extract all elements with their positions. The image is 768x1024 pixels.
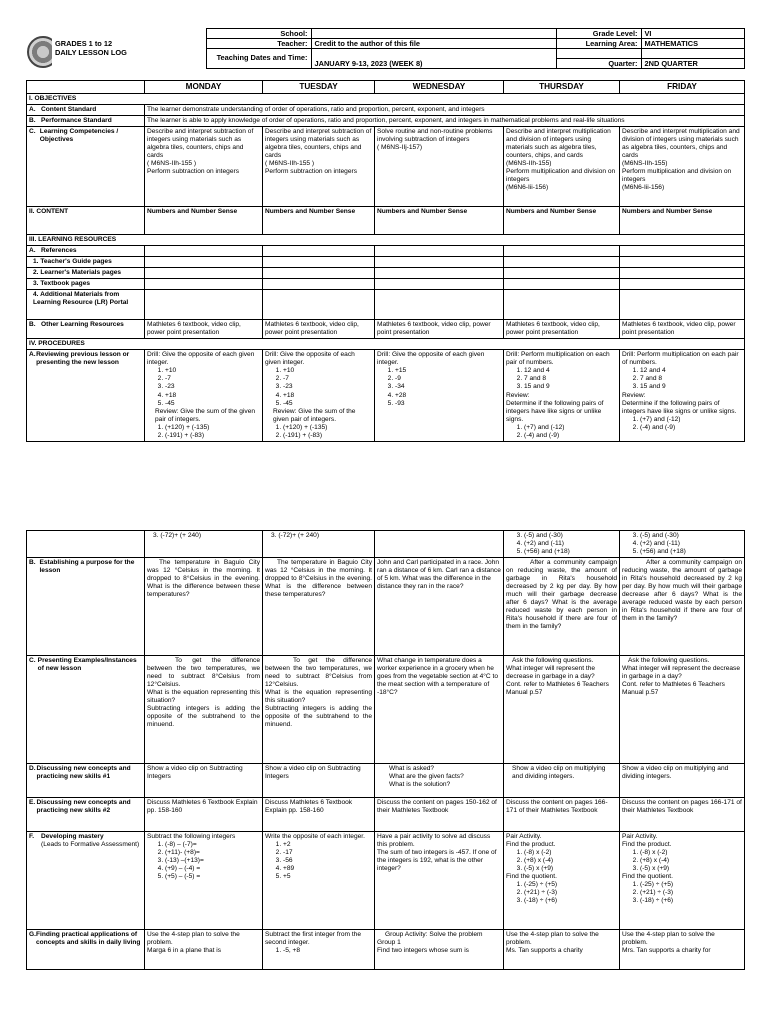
- content-wednesday: Numbers and Number Sense: [375, 207, 504, 235]
- quotient-list: [622, 881, 742, 905]
- cell: [375, 246, 504, 257]
- letter: A.: [29, 247, 36, 255]
- list-item: 1. -5, +8: [283, 947, 372, 955]
- letter: D.: [29, 765, 36, 773]
- spacer: [641, 49, 744, 59]
- drill-list: [147, 367, 260, 407]
- list-item: 4. +18: [165, 392, 260, 400]
- label: Discussing new concepts and practicing new skills #2: [36, 799, 131, 815]
- school-label: School:: [206, 29, 311, 39]
- letter: A.: [29, 106, 36, 114]
- list-item: 1. (+7) and (-12): [640, 416, 742, 424]
- teacher-label: Teacher:: [206, 39, 311, 49]
- cell: [145, 246, 263, 257]
- list-item: 4. (+9) – (-4) =: [165, 865, 260, 873]
- list-item: 1. +10: [165, 367, 260, 375]
- review-list: [506, 424, 617, 440]
- cell: [504, 257, 620, 268]
- content-monday: Numbers and Number Sense: [145, 207, 263, 235]
- cell: [620, 290, 745, 320]
- drill-text: Drill: Perform multiplication on each pair of numbers.: [622, 351, 739, 367]
- day-thursday: THURSDAY: [504, 81, 620, 94]
- label: Learning Competencies / Objectives: [39, 128, 119, 144]
- mastery-list: [265, 841, 372, 881]
- review-friday: [620, 350, 745, 441]
- label: Content Standard: [41, 106, 97, 114]
- competency-tuesday: Describe and interpret subtraction of integers using materials such as algebra tiles, counters, chips and cards ( M6NS-IIh-155 ) Perform subtraction on integers: [263, 127, 375, 207]
- school-value: [311, 29, 556, 39]
- cont-tuesday: 3. (-72)+ (+ 240): [263, 531, 375, 558]
- list-item: 3. (-5) x (+9): [640, 865, 742, 873]
- label: References: [41, 247, 77, 255]
- list-item: 3. (-5) and (-30): [640, 532, 742, 540]
- mastery-tuesday: [263, 832, 375, 930]
- drill-list: [622, 367, 742, 391]
- row-label-reviewing: [27, 350, 145, 441]
- row-label-competencies: [27, 127, 145, 207]
- row-label-discussing-2: [27, 798, 145, 832]
- product-list: [506, 849, 617, 873]
- cell: [504, 290, 620, 320]
- list-item: 3. -23: [283, 383, 372, 391]
- dll-grid-page-2: [26, 530, 745, 970]
- competency-wednesday: Solve routine and non-routine problems involving subtraction of integers ( M6NS-IIj-157): [375, 127, 504, 207]
- list-item: 2. (+8) x (-4): [640, 857, 742, 865]
- list-item: 3. (-5) x (+9): [524, 865, 617, 873]
- letter: C.: [29, 128, 36, 136]
- mastery-wednesday: Have a pair activity to solve ad discuss this problem. The sum of two integers is -457. If one of the integers is 192, what is the other integer?: [375, 832, 504, 930]
- dll-header: [26, 28, 745, 69]
- list-item: 2. (+11)- (+8)=: [165, 849, 260, 857]
- list-item: 2. (+8) x (-4): [524, 857, 617, 865]
- list-item: 5. -45: [283, 400, 372, 408]
- discussing2-wednesday: Discuss the content on pages 150-162 of their Mathletes Textbook: [375, 798, 504, 832]
- cont-list: [622, 532, 742, 556]
- row-label-other-resources: [27, 320, 145, 339]
- cell: [145, 290, 263, 320]
- row-label-practical-applications: [27, 930, 145, 970]
- drill-text: Drill: Give the opposite of each given integer.: [377, 351, 485, 367]
- review-text: Review: Give the sum of the given pair of integers.: [155, 407, 256, 423]
- list-item: 2. -17: [283, 849, 372, 857]
- quotient-intro: Find the quotient.: [622, 873, 673, 881]
- deped-seal: [26, 29, 52, 69]
- mastery-friday: [620, 832, 745, 930]
- day-friday: FRIDAY: [620, 81, 745, 94]
- sublabel: (Leads to Formative Assessment): [41, 841, 140, 849]
- cell: [145, 279, 263, 290]
- list-item: 1. (-8) x (-2): [524, 849, 617, 857]
- discussing1-tuesday: Show a video clip on Subtracting Integers: [263, 764, 375, 798]
- label: Establishing a purpose for the lesson: [39, 559, 135, 575]
- applications-tuesday: [263, 930, 375, 970]
- content-thursday: Numbers and Number Sense: [504, 207, 620, 235]
- teacher-value: Credit to the author of this file: [311, 39, 556, 49]
- purpose-thursday: After a community campaign on reducing waste, the amount of garbage in Rita's household decreased by 2 kg per day. By how much will their garbage decrease after 6 days? What is the average reduced waste by each person in Rita's household if there are four of them in the family?: [504, 558, 620, 656]
- list-item: 2. -7: [283, 375, 372, 383]
- cell: [145, 268, 263, 279]
- review-text: Review: Determine if the following pairs of integers have like signs or unlike signs.: [622, 391, 737, 415]
- row-label-additional-materials: 4. Additional Materials from Learning Resource (LR) Portal: [27, 290, 145, 320]
- list-item: 1. (-25) ÷ (+5): [524, 881, 617, 889]
- mastery-intro: Write the opposite of each integer.: [265, 833, 365, 841]
- product-list: [622, 849, 742, 873]
- presenting-friday: Ask the following questions. What integer will represent the decrease in garbage in a day? Cont. refer to Mathletes 6 Teachers Manual p.57: [620, 656, 745, 764]
- drill-list: [265, 367, 372, 407]
- discussing2-tuesday: Discuss Mathletes 6 Textbook Explain pp. 158-160: [263, 798, 375, 832]
- drill-text: Drill: Give the opposite of each given integer.: [147, 351, 255, 367]
- drill-text: Drill: Give the opposite of each given integer.: [265, 351, 355, 367]
- review-wednesday: [375, 350, 504, 441]
- performance-standard-text: The learner is able to apply knowledge of order of operations, ratio and proportion, percent, exponent, and integers in mathematical problems and real-life situations: [145, 116, 745, 127]
- list-item: 2. (-4) and (-9): [524, 432, 617, 440]
- dll-grid-page-1: [26, 80, 745, 442]
- dates-label: Teaching Dates and Time:: [206, 49, 311, 69]
- corner-cell: [27, 81, 145, 94]
- discussing2-friday: Discuss the content on pages 166-171 of their Mathletes Textbook: [620, 798, 745, 832]
- list-item: 2. (-191) + (-83): [165, 432, 260, 440]
- cell: [263, 257, 375, 268]
- list-item: 1. (-25) ÷ (+5): [640, 881, 742, 889]
- presenting-monday: To get the difference between the two temperatures, we need to subtract 8°Celsius from 12°Celsius. What is the equation representing this situation? Subtracting integers is adding the opposite of the subtrahend to the minuend.: [145, 656, 263, 764]
- cell: [263, 268, 375, 279]
- list-item: 5. (+56) and (+18): [640, 548, 742, 556]
- content-standard-text: The learner demonstrate understanding of order of operations, ratio and proportion, percent, exponent, and integers: [145, 105, 745, 116]
- section-procedures: IV. PROCEDURES: [27, 339, 745, 350]
- spacer: [556, 49, 641, 59]
- list-item: 4. (+2) and (-11): [524, 540, 617, 548]
- quarter-value: 2ND QUARTER: [641, 59, 744, 69]
- label: Other Learning Resources: [41, 321, 124, 329]
- cell: [263, 246, 375, 257]
- list-item: 4. (+2) and (-11): [640, 540, 742, 548]
- dates-value: JANUARY 9-13, 2023 (WEEK 8): [311, 49, 556, 69]
- list-item: 2. (+21) ÷ (-3): [640, 889, 742, 897]
- letter: G.: [29, 931, 36, 939]
- cell: [375, 531, 504, 558]
- review-thursday: [504, 350, 620, 441]
- list-item: 3. (-18) ÷ (+6): [524, 897, 617, 905]
- letter: A.: [29, 351, 36, 359]
- applications-wednesday: Group Activity: Solve the problem Group 1 Find two integers whose sum is: [375, 930, 504, 970]
- cell: [375, 290, 504, 320]
- list-item: 5. (+56) and (+18): [524, 548, 617, 556]
- cont-friday: [620, 531, 745, 558]
- section-objectives: I. OBJECTIVES: [27, 94, 745, 105]
- mastery-monday: [145, 832, 263, 930]
- list-item: 5. -93: [395, 400, 501, 408]
- presenting-tuesday: To get the difference between the two temperatures, we need to subtract 8°Celsius from 12°Celsius. What is the equation representing this situation? Subtracting integers is adding the opposite of the subtrahend to the minuend.: [263, 656, 375, 764]
- row-label-textbook: 3. Textbook pages: [27, 279, 145, 290]
- list-item: 3. 15 and 9: [524, 383, 617, 391]
- list-item: 2. -9: [395, 375, 501, 383]
- applications-intro: Subtract the first integer from the second integer.: [265, 931, 362, 947]
- mastery-intro: Pair Activity. Find the product.: [622, 833, 672, 849]
- cell: [375, 279, 504, 290]
- section-content: II. CONTENT: [27, 207, 145, 235]
- review-text: Review: Determine if the following pairs of integers have like signs or unlike signs.: [506, 391, 604, 423]
- row-label-references: [27, 246, 145, 257]
- list-item: 1. (-8) x (-2): [640, 849, 742, 857]
- row-label-presenting: [27, 656, 145, 764]
- competency-monday: Describe and interpret subtraction of integers using materials such as algebra tiles, counters, chips and cards ( M6NS-IIh-155 ) Perform subtraction on integers: [145, 127, 263, 207]
- letter: E.: [29, 799, 36, 807]
- page-1: [0, 0, 768, 470]
- list-item: 3. 15 and 9: [640, 383, 742, 391]
- other-resources-thursday: Mathletes 6 textbook, video clip, power point presentation: [504, 320, 620, 339]
- list-item: 4. +89: [283, 865, 372, 873]
- list-item: 3. (-5) and (-30): [524, 532, 617, 540]
- list-item: 1. (+120) + (-135): [165, 424, 260, 432]
- cell: [145, 257, 263, 268]
- cont-thursday: [504, 531, 620, 558]
- row-label-discussing-1: [27, 764, 145, 798]
- row-label-teachers-guide: 1. Teacher's Guide pages: [27, 257, 145, 268]
- purpose-tuesday: The temperature in Baguio City was 12 °Celsius in the morning. It dropped to 8°Celsius in the evening. What is the difference between these temperatures?: [263, 558, 375, 656]
- list-item: 1. 12 and 4: [524, 367, 617, 375]
- review-list: [622, 416, 742, 432]
- content-friday: Numbers and Number Sense: [620, 207, 745, 235]
- list-item: 3. (-18) ÷ (+6): [640, 897, 742, 905]
- row-label-content-standard: [27, 105, 145, 116]
- list-item: 5. +5: [283, 873, 372, 881]
- title-line-2: DAILY LESSON LOG: [55, 47, 127, 57]
- cell: [620, 257, 745, 268]
- other-resources-friday: Mathletes 6 textbook, video clip, power point presentation: [620, 320, 745, 339]
- list-item: 1. (+120) + (-135): [283, 424, 372, 432]
- applications-thursday: Use the 4-step plan to solve the problem. Ms. Tan supports a charity: [504, 930, 620, 970]
- purpose-monday: The temperature in Baguio City was 12 °Celsius in the morning. It dropped to 8°Celsius in the evening. What is the difference between these temperatures?: [145, 558, 263, 656]
- cont-monday: 3. (-72)+ (+ 240): [145, 531, 263, 558]
- review-list: [147, 424, 260, 440]
- discussing1-friday: Show a video clip on multiplying and dividing integers.: [620, 764, 745, 798]
- applications-monday: Use the 4-step plan to solve the problem. Marga 6 in a plane that is: [145, 930, 263, 970]
- list-item: 3. -23: [165, 383, 260, 391]
- day-tuesday: TUESDAY: [263, 81, 375, 94]
- list-item: 1. (+7) and (-12): [524, 424, 617, 432]
- applications-friday: Use the 4-step plan to solve the problem. Mrs. Tan supports a charity for: [620, 930, 745, 970]
- competency-friday: Describe and interpret multiplication and division of integers using materials such as algebra tiles, counters, chips and cards (M6NS-IIh-155) Perform multiplication and division on integers (M6N6-Iii-156): [620, 127, 745, 207]
- discussing2-thursday: Discuss the content on pages 166-171 of their Mathletes Textbook: [504, 798, 620, 832]
- list-item: 2. (-191) + (-83): [283, 432, 372, 440]
- learning-area-value: MATHEMATICS: [641, 39, 744, 49]
- list-item: 1. +2: [283, 841, 372, 849]
- quotient-intro: Find the quotient.: [506, 873, 557, 881]
- drill-list: [377, 367, 501, 407]
- review-text: Review: Give the sum of the given pair of integers.: [273, 407, 356, 423]
- section-learning-resources: III. LEARNING RESOURCES: [27, 235, 745, 246]
- other-resources-monday: Mathletes 6 textbook, video clip, power point presentation: [145, 320, 263, 339]
- letter: B.: [29, 117, 36, 125]
- list-item: 3. (-13) –(+13)=: [165, 857, 260, 865]
- list-item: 5. (+5) – (-5) =: [165, 873, 260, 881]
- row-label-learners-materials: 2. Learner's Materials pages: [27, 268, 145, 279]
- cell: [27, 531, 145, 558]
- grade-level-value: VI: [641, 29, 744, 39]
- dll-title: [52, 29, 206, 69]
- drill-list: [506, 367, 617, 391]
- cell: [504, 279, 620, 290]
- review-list: [265, 424, 372, 440]
- list-item: 2. 7 and 8: [640, 375, 742, 383]
- page-2: [0, 470, 768, 1024]
- presenting-wednesday: What change in temperature does a worker experience in a grocery when he goes from the vegetable section at 4°C to the meat section with a temperature of -18°C?: [375, 656, 504, 764]
- cell: [263, 279, 375, 290]
- list-item: 2. (-4) and (-9): [640, 424, 742, 432]
- label: Developing mastery: [41, 833, 104, 841]
- list-item: 4. +28: [395, 392, 501, 400]
- cell: [620, 246, 745, 257]
- list-item: 3. -56: [283, 857, 372, 865]
- row-label-performance-standard: [27, 116, 145, 127]
- review-tuesday: [263, 350, 375, 441]
- review-monday: [145, 350, 263, 441]
- cell: [504, 268, 620, 279]
- content-tuesday: Numbers and Number Sense: [263, 207, 375, 235]
- label: Performance Standard: [41, 117, 112, 125]
- letter: B.: [29, 321, 36, 329]
- cell: [375, 257, 504, 268]
- discussing1-wednesday: What is asked? What are the given facts? What is the solution?: [375, 764, 504, 798]
- row-label-purpose: [27, 558, 145, 656]
- cell: [375, 268, 504, 279]
- mastery-list: [147, 841, 260, 881]
- other-resources-wednesday: Mathletes 6 textbook, video clip, power point presentation: [375, 320, 504, 339]
- list-item: 1. +15: [395, 367, 501, 375]
- label: Reviewing previous lesson or presenting the new lesson: [36, 351, 130, 367]
- presenting-thursday: Ask the following questions. What integer will represent the decrease in garbage in a day? Cont. refer to Mathletes 6 Teachers Manual p.57: [504, 656, 620, 764]
- title-line-1: GRADES 1 to 12: [55, 39, 113, 49]
- drill-text: Drill: Perform multiplication on each pair of numbers.: [506, 351, 610, 367]
- day-wednesday: WEDNESDAY: [375, 81, 504, 94]
- quarter-label: Quarter:: [556, 59, 641, 69]
- letter: F.: [29, 833, 35, 841]
- grade-level-label: Grade Level:: [556, 29, 641, 39]
- mastery-intro: Subtract the following integers: [147, 833, 236, 841]
- list-item: 2. (+21) ÷ (-3): [524, 889, 617, 897]
- quotient-list: [506, 881, 617, 905]
- letter: C.: [29, 657, 36, 665]
- list-item: 2. -7: [165, 375, 260, 383]
- label: Finding practical applications of concepts and skills in daily living: [35, 931, 141, 947]
- list-item: 1. 12 and 4: [640, 367, 742, 375]
- list-item: 1. (-8) – (-7)=: [165, 841, 260, 849]
- list-item: 3. -34: [395, 383, 501, 391]
- competency-thursday: Describe and interpret multiplication and division of integers using materials such as algebra tiles, counters, chips, and cards (M6NS-IIh-155) Perform multiplication and division on integers (M6N6-Iii-156): [504, 127, 620, 207]
- mastery-thursday: [504, 832, 620, 930]
- deped-seal-icon: [27, 36, 52, 68]
- discussing1-thursday: Show a video clip on multiplying and dividing integers.: [504, 764, 620, 798]
- learning-area-label: Learning Area:: [556, 39, 641, 49]
- purpose-friday: After a community campaign on reducing waste, the amount of garbage in Rita's household decreased by 2 kg per day. By how much will their garbage decrease after 6 days? What is the average reduced waste by each person in Rita's household if there are four of them in the family?: [620, 558, 745, 656]
- letter: B.: [29, 559, 36, 567]
- other-resources-tuesday: Mathletes 6 textbook, video clip, power point presentation: [263, 320, 375, 339]
- row-label-developing-mastery: [27, 832, 145, 930]
- label: Discussing new concepts and practicing new skills #1: [36, 765, 131, 781]
- list-item: 2. 7 and 8: [524, 375, 617, 383]
- cell: [620, 279, 745, 290]
- cont-list: [506, 532, 617, 556]
- list-item: 5. -45: [165, 400, 260, 408]
- discussing2-monday: Discuss Mathletes 6 Textbook Explain pp. 158-160: [145, 798, 263, 832]
- cell: [263, 290, 375, 320]
- day-monday: MONDAY: [145, 81, 263, 94]
- discussing1-monday: Show a video clip on Subtracting Integers: [145, 764, 263, 798]
- list-item: 4. +18: [283, 392, 372, 400]
- cell: [620, 268, 745, 279]
- mastery-intro: Pair Activity. Find the product.: [506, 833, 556, 849]
- label: Presenting Examples/Instances of new lesson: [37, 657, 137, 673]
- cell: [504, 246, 620, 257]
- purpose-wednesday: John and Carl participated in a race. John ran a distance of 6 km. Carl ran a distance of 5 km. What was the difference in the distance they ran in the race?: [375, 558, 504, 656]
- list-item: 1. +10: [283, 367, 372, 375]
- applications-list: [265, 947, 372, 955]
